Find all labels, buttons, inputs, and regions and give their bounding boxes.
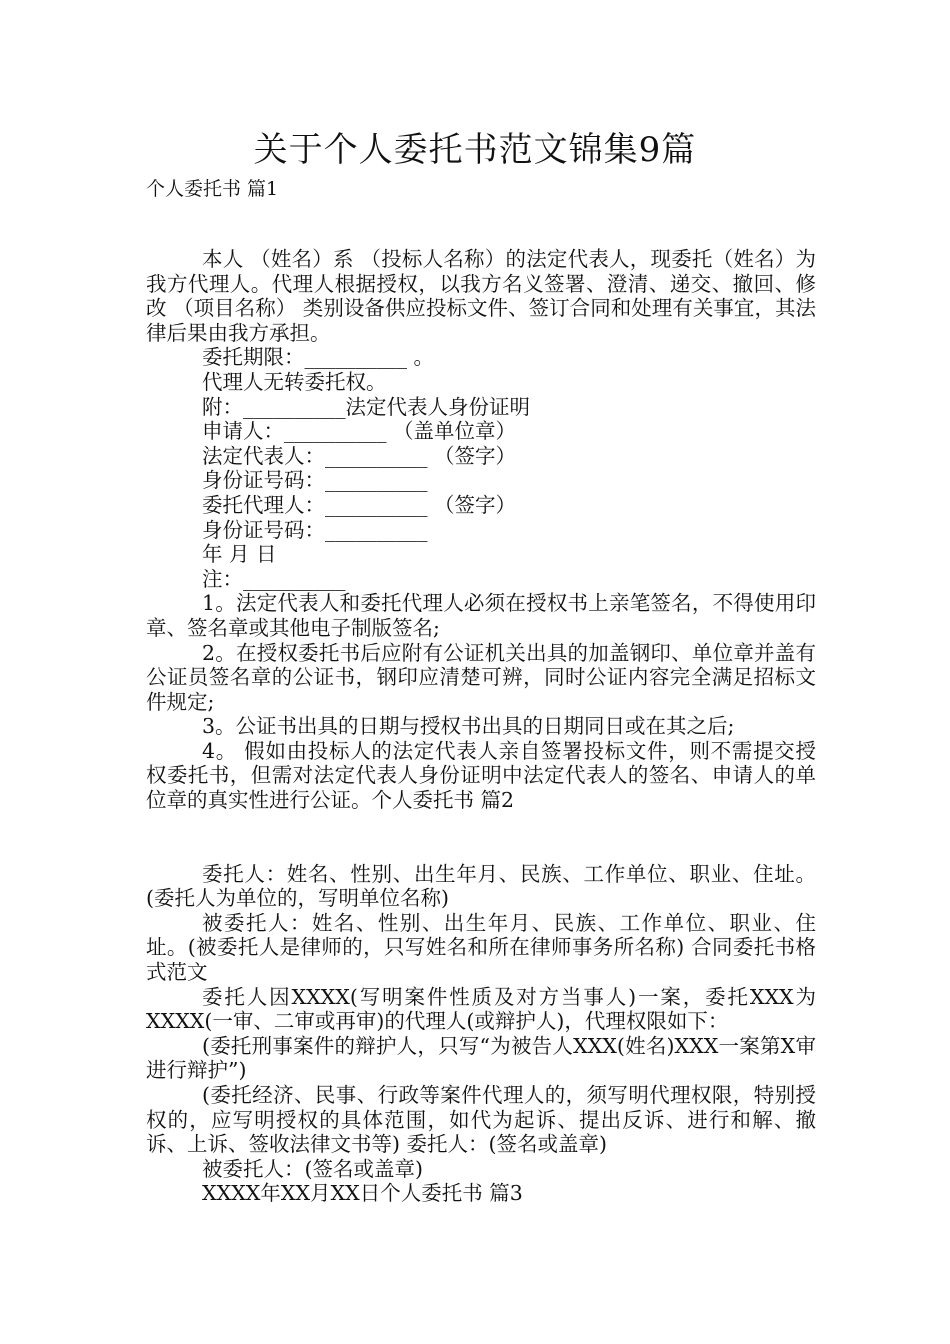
note-item: 4。 假如由投标人的法定代表人亲自签署投标文件，则不需提交授权委托书，但需对法定代表人身份证明中法定代表人的签名、申请人的单位章的真实性进行公证。个人委托书 篇2 — [146, 738, 816, 813]
paragraph: (委托刑事案件的辩护人，只写“为被告人XXX(姓名)XXX一案第X审进行辩护”) — [146, 1033, 816, 1083]
paragraph: XXXX年XX月XX日个人委托书 篇3 — [202, 1181, 523, 1206]
form-line: 申请人：__________ （盖单位章） — [202, 419, 517, 444]
paragraph: 委托人：姓名、性别、出生年月、民族、工作单位、职业、住址。(委托人为单位的，写明单位名称) — [146, 861, 816, 911]
form-line: 身份证号码：__________ — [202, 468, 428, 493]
form-line: 附：__________法定代表人身份证明 — [202, 394, 530, 419]
document-body — [146, 247, 816, 1206]
form-line: 代理人无转委托权。 — [202, 369, 387, 394]
form-line: 年 月 日 — [202, 542, 277, 567]
note-item: 2。在授权委托书后应附有公证机关出具的加盖钢印、单位章并盖有公证员签名章的公证书，钢印应清楚可辨，同时公证内容完全满足招标文件规定; — [146, 640, 816, 714]
paragraph: 被委托人：姓名、性别、出生年月、民族、工作单位、职业、住址。(被委托人是律师的，只写姓名和所在律师事务所名称) 合同委托书格式范文 — [146, 910, 816, 985]
paragraph: 委托人因XXXX(写明案件性质及对方当事人)一案，委托XXX为XXXX(一审、二审或再审)的代理人(或辩护人)，代理权限如下： — [146, 984, 816, 1034]
section-heading: 个人委托书 篇1 — [146, 178, 279, 200]
note-item: 1。法定代表人和委托代理人必须在授权书上亲笔签名，不得使用印章、签名章或其他电子制版签名; — [146, 591, 816, 640]
form-line: 委托期限：__________ 。 — [202, 345, 435, 370]
spacer — [146, 813, 816, 862]
form-line: 委托代理人：__________ （签字） — [202, 492, 517, 517]
document-title: 关于个人委托书范文锦集9篇 — [253, 130, 697, 170]
note-item: 3。公证书出具的日期与授权书出具的日期同日或在其之后; — [202, 714, 735, 739]
paragraph: 被委托人：(签名或盖章) — [202, 1156, 423, 1181]
form-line: 身份证号码：__________ — [202, 517, 428, 542]
paragraph: 本人 （姓名）系 （投标人名称）的法定代表人，现委托（姓名）为我方代理人。代理人根据授权，以我方名义签署、澄清、递交、撤回、修改 （项目名称） 类别设备供应投标文件、签订合同和处理有关事宜，其法律后果由我方承担。 — [146, 247, 816, 345]
form-line: 注：__________ — [202, 566, 346, 591]
paragraph: (委托经济、民事、行政等案件代理人的，须写明代理权限，特别授权的，应写明授权的具体范围，如代为起诉、提出反诉、进行和解、撤诉、上诉、签收法律文书等) 委托人：(签名或盖章) — [146, 1083, 816, 1157]
form-line: 法定代表人：__________ （签字） — [202, 443, 517, 468]
